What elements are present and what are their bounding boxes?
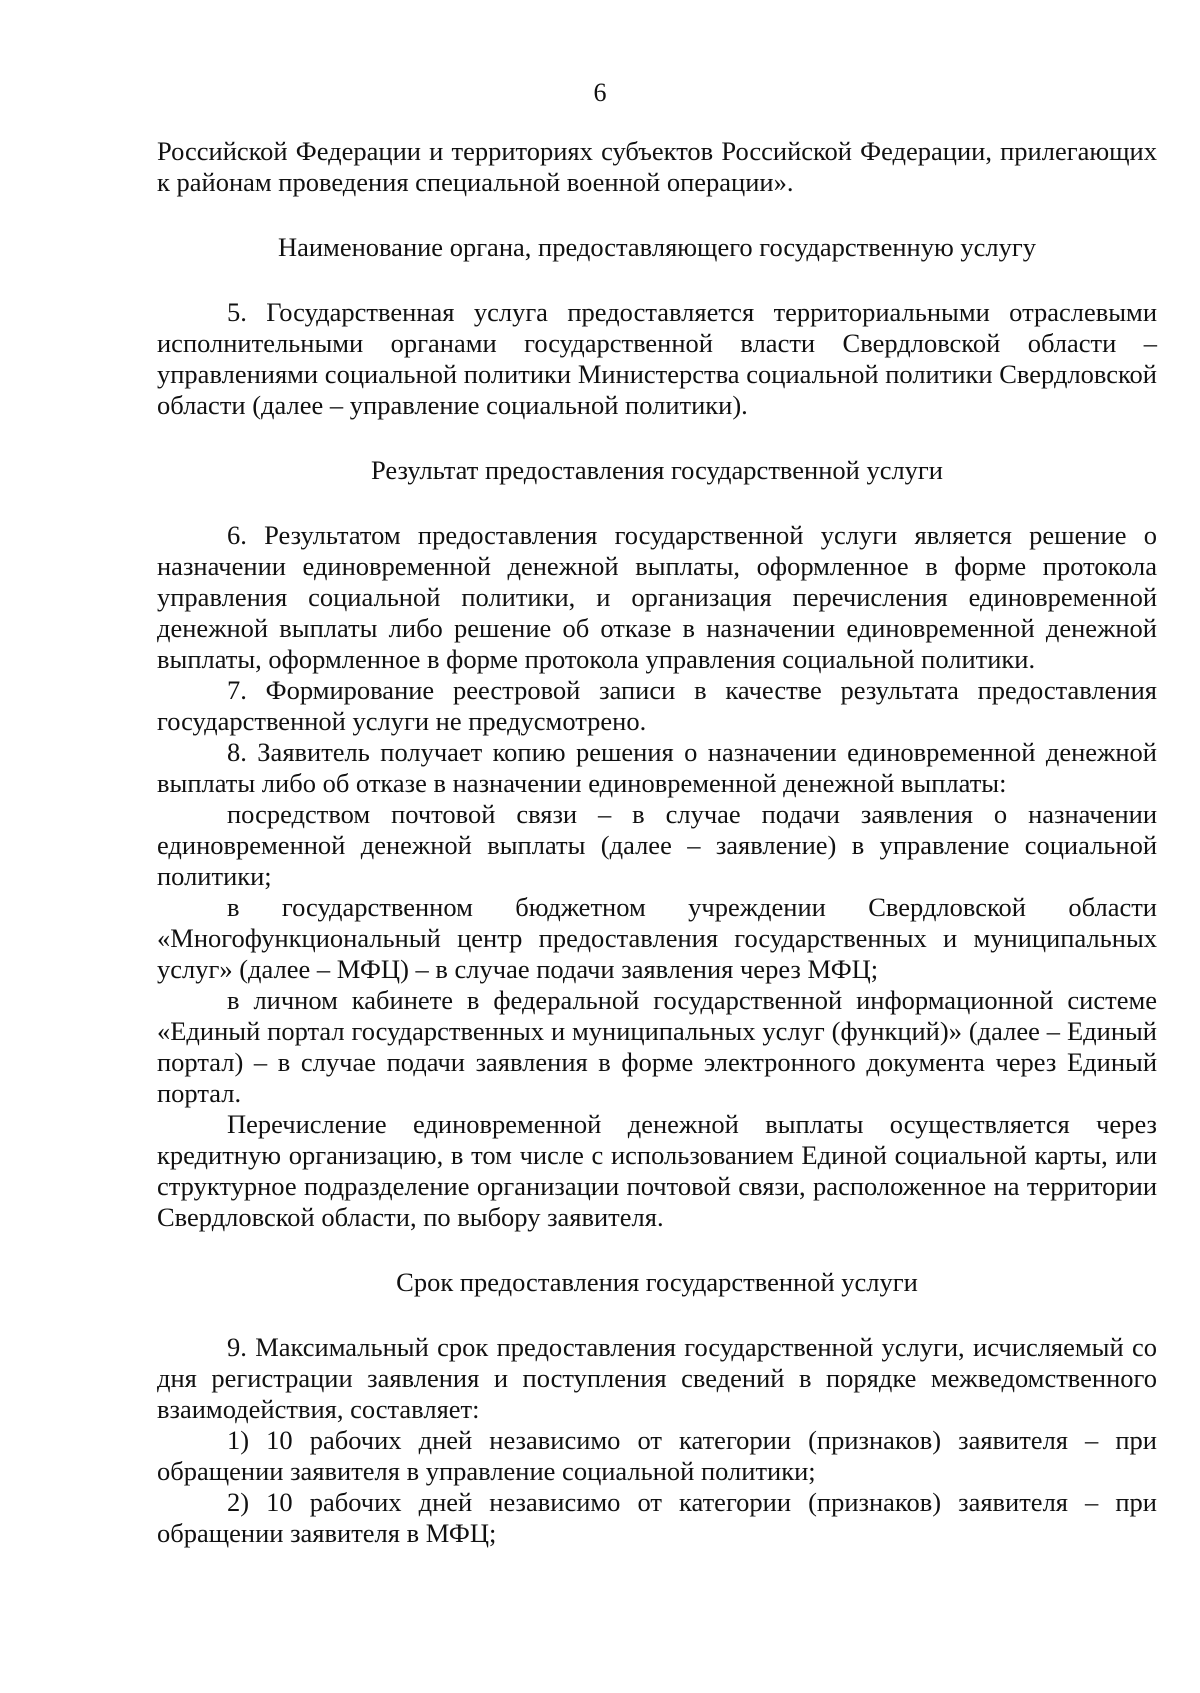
paragraph-5: 5. Государственная услуга предоставляется территориальными отраслевыми исполнительными органами государственной власти Свердловской области – управлениями социальной политики Министерства социальной политики Свердловской области (далее – управление социальной политики). (157, 297, 1157, 420)
paragraph-7: 7. Формирование реестровой записи в качестве результата предоставления государственной услуги не предусмотрено. (157, 675, 1157, 736)
paragraph-8-option-portal: в личном кабинете в федеральной государственной информационной системе «Единый портал государственных и муниципальных услуг (функций)» (далее – Единый портал) – в случае подачи заявления в форме электронного документа через Единый портал. (157, 985, 1157, 1108)
paragraph-6: 6. Результатом предоставления государственной услуги является решение о назначении единовременной денежной выплаты, оформленное в форме протокола управления социальной политики, и организация перечисления единовременной денежной выплаты либо решение об отказе в назначении единовременной денежной выплаты, оформленное в форме протокола управления социальной политики. (157, 520, 1157, 674)
paragraph-8-option-mfc: в государственном бюджетном учреждении Свердловской области «Многофункциональный центр предоставления государственных и муниципальных услуг» (далее – МФЦ) – в случае подачи заявления через МФЦ; (157, 892, 1157, 984)
paragraph-9: 9. Максимальный срок предоставления государственной услуги, исчисляемый со дня регистрации заявления и поступления сведений в порядке межведомственного взаимодействия, составляет: (157, 1332, 1157, 1424)
document-body (157, 136, 1157, 1549)
section-heading-term: Срок предоставления государственной услуги (396, 1267, 918, 1297)
paragraph-9-item-2: 2) 10 рабочих дней независимо от категории (признаков) заявителя – при обращении заявителя в МФЦ; (157, 1487, 1157, 1548)
paragraph-8: 8. Заявитель получает копию решения о назначении единовременной денежной выплаты либо об отказе в назначении единовременной денежной выплаты: (157, 737, 1157, 798)
section-heading-authority: Наименование органа, предоставляющего государственную услугу (277, 232, 1037, 262)
continuation-paragraph: Российской Федерации и территориях субъектов Российской Федерации, прилегающих к районам проведения специальной военной операции». (157, 136, 1157, 197)
page-number: 6 (593, 78, 607, 107)
paragraph-9-item-1: 1) 10 рабочих дней независимо от категории (признаков) заявителя – при обращении заявителя в управление социальной политики; (157, 1425, 1157, 1486)
paragraph-8-transfer: Перечисление единовременной денежной выплаты осуществляется через кредитную организацию, в том числе с использованием Единой социальной карты, или структурное подразделение организации почтовой связи, расположенное на территории Свердловской области, по выбору заявителя. (157, 1109, 1157, 1232)
section-heading-result: Результат предоставления государственной услуги (371, 455, 943, 485)
paragraph-8-option-mail: посредством почтовой связи – в случае подачи заявления о назначении единовременной денежной выплаты (далее – заявление) в управление социальной политики; (157, 799, 1157, 891)
